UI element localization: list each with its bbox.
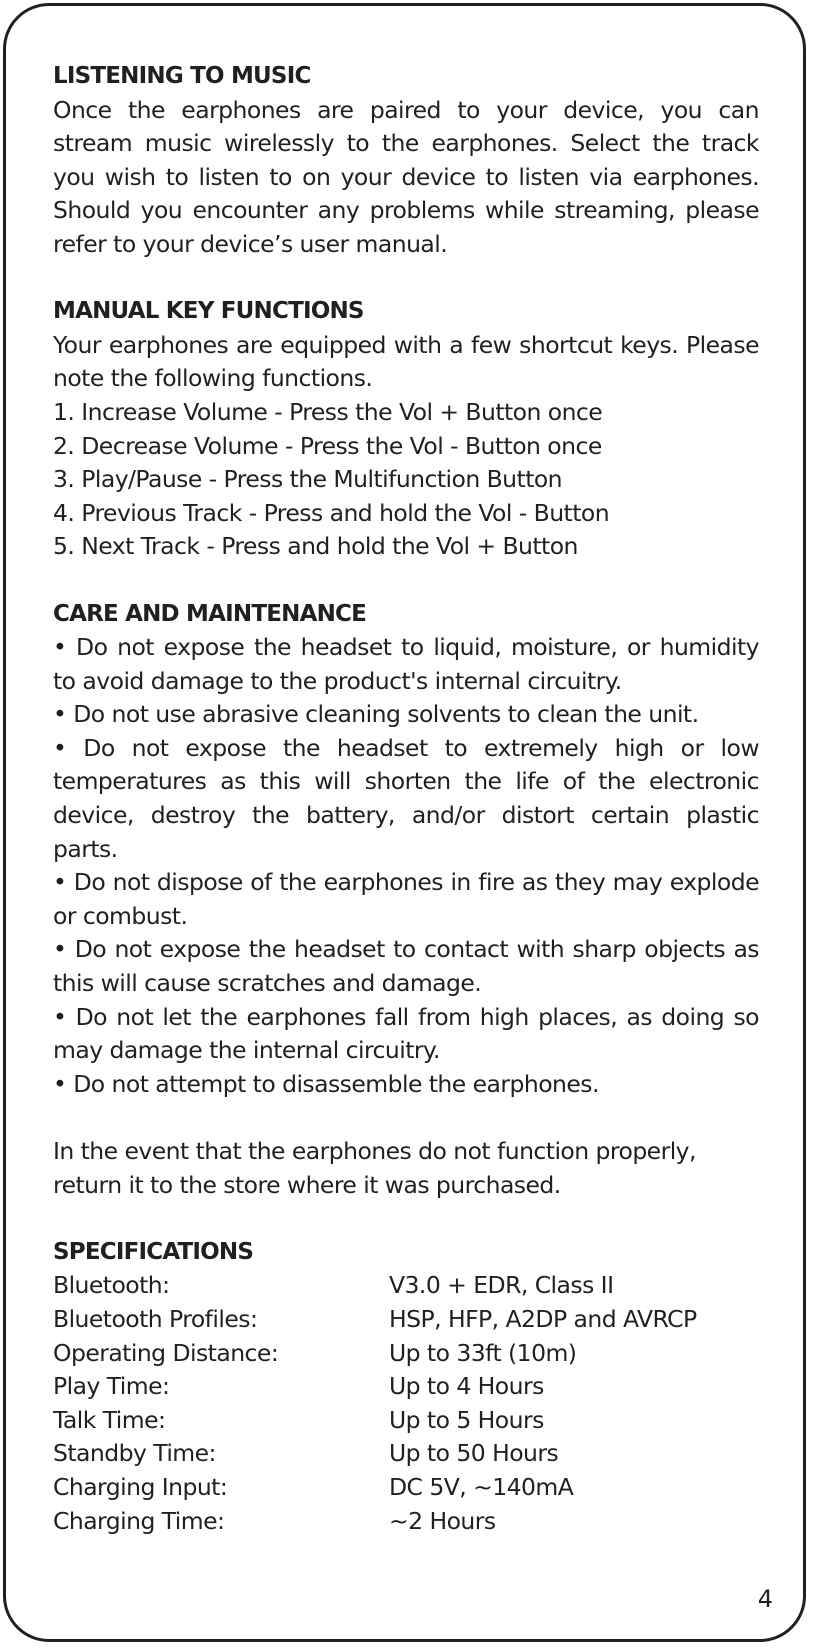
key-item: 1. Increase Volume - Press the Vol + Button once bbox=[53, 397, 603, 426]
listening-body: Once the earphones are paired to your device, you can stream music wirelessly to the earphones. Select the track you wish to listen to on your device to listen via earphones. Should you encounter any problems while streaming, please refer to your device’s user manual. bbox=[53, 95, 759, 258]
care-item: • Do not expose the headset to extremely high or low temperatures as this will shorten the life of the electronic device, destroy the battery, and/or distort certain plastic parts. bbox=[53, 733, 759, 863]
spec-row bbox=[53, 1269, 759, 1303]
spec-value: Up to 33ft (10m) bbox=[389, 1338, 577, 1367]
page-number: 4 bbox=[757, 1585, 773, 1613]
care-heading: CARE AND MAINTENANCE bbox=[53, 600, 367, 627]
spec-row bbox=[53, 1370, 759, 1404]
key-item: 3. Play/Pause - Press the Multifunction Button bbox=[53, 465, 563, 494]
care-note: In the event that the earphones do not function properly, return it to the store where it was purchased. bbox=[53, 1137, 696, 1199]
spec-value: Up to 4 Hours bbox=[389, 1372, 544, 1401]
spec-value: HSP, HFP, A2DP and AVRCP bbox=[389, 1304, 697, 1333]
keys-heading: MANUAL KEY FUNCTIONS bbox=[53, 298, 364, 325]
spec-value: Up to 50 Hours bbox=[389, 1439, 559, 1468]
spec-label: Bluetooth Profiles: bbox=[53, 1304, 258, 1333]
spec-label: Bluetooth: bbox=[53, 1271, 170, 1300]
care-item: • Do not use abrasive cleaning solvents to clean the unit. bbox=[53, 700, 699, 729]
spec-label: Talk Time: bbox=[53, 1405, 166, 1434]
spec-row bbox=[53, 1337, 759, 1371]
spec-row bbox=[53, 1404, 759, 1438]
spec-row bbox=[53, 1505, 759, 1539]
spec-value: Up to 5 Hours bbox=[389, 1405, 544, 1434]
keys-intro: Your earphones are equipped with a few shortcut keys. Please note the following functions. bbox=[53, 330, 759, 393]
spec-value: V3.0 + EDR, Class II bbox=[389, 1271, 614, 1300]
spec-label: Play Time: bbox=[53, 1372, 170, 1401]
spec-label: Operating Distance: bbox=[53, 1338, 279, 1367]
spec-label: Standby Time: bbox=[53, 1439, 216, 1468]
key-item: 5. Next Track - Press and hold the Vol + Button bbox=[53, 532, 578, 561]
spec-label: Charging Input: bbox=[53, 1472, 228, 1501]
care-item: • Do not dispose of the earphones in fire as they may explode or combust. bbox=[53, 868, 759, 930]
spec-row bbox=[53, 1437, 759, 1471]
listening-heading: LISTENING TO MUSIC bbox=[53, 63, 311, 89]
care-item: • Do not let the earphones fall from high places, as doing so may damage the internal circuitry. bbox=[53, 1002, 759, 1065]
care-item: • Do not expose the headset to contact with sharp objects as this will cause scratches and damage. bbox=[53, 935, 759, 998]
spec-label: Charging Time: bbox=[53, 1506, 225, 1535]
care-item: • Do not attempt to disassemble the earphones. bbox=[53, 1069, 599, 1098]
care-item: • Do not expose the headset to liquid, moisture, or humidity to avoid damage to the product's internal circuitry. bbox=[53, 633, 759, 695]
spec-value: ~2 Hours bbox=[389, 1506, 496, 1535]
spec-row bbox=[53, 1471, 759, 1505]
manual-content bbox=[53, 60, 759, 1538]
spec-value: DC 5V, ~140mA bbox=[389, 1472, 574, 1501]
key-item: 2. Decrease Volume - Press the Vol - Button once bbox=[53, 431, 602, 460]
spec-row bbox=[53, 1303, 759, 1337]
key-item: 4. Previous Track - Press and hold the Vol - Button bbox=[53, 498, 610, 527]
specs-heading: SPECIFICATIONS bbox=[53, 1238, 254, 1265]
